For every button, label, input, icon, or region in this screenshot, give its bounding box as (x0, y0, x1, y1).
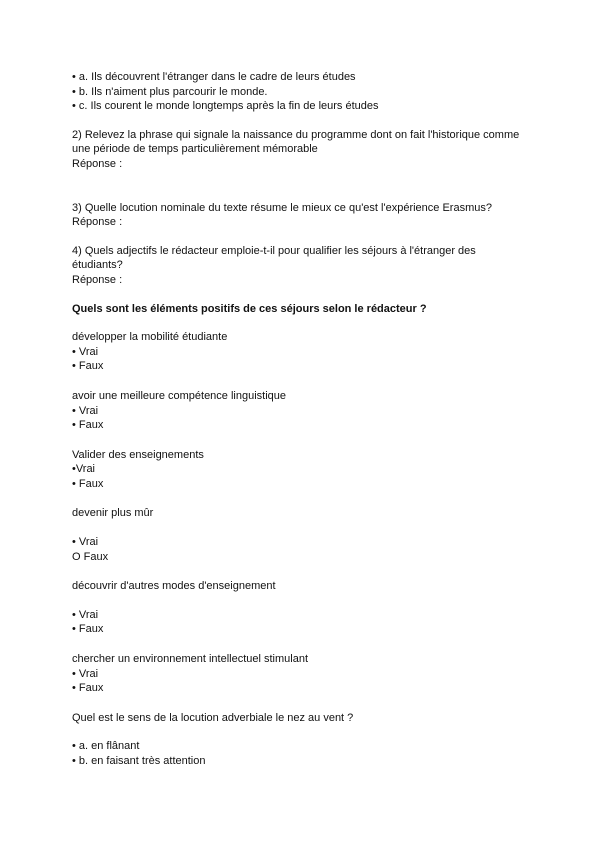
q5-option-b: • b. en faisant très attention (72, 755, 206, 767)
q1-option-c: • c. Ils courent le monde longtemps après la fin de leurs études (72, 100, 379, 113)
item-option-false: O Faux (72, 550, 109, 563)
q1-option-a: • a. Ils découvrent l'étranger dans le cadre de leurs études (72, 71, 356, 83)
item-statement: avoir une meilleure compétence linguistique (72, 389, 287, 402)
q4-text-line-2: étudiants? (72, 259, 123, 272)
question-3 (72, 201, 532, 230)
q3-answer-label: Réponse : (72, 216, 123, 229)
question-2 (72, 128, 532, 172)
true-false-item (72, 652, 532, 696)
item-option-false: • Faux (72, 477, 104, 490)
q3-text: 3) Quelle locution nominale du texte résume le mieux ce qu'est l'expérience Erasmus? (72, 201, 492, 214)
item-statement: devenir plus mûr (72, 507, 154, 520)
true-false-item (72, 506, 532, 564)
item-option-true: • Vrai (72, 536, 99, 549)
item-option-true: • Vrai (72, 404, 99, 417)
q4-answer-label: Réponse : (72, 273, 123, 286)
q2-answer-label: Réponse : (72, 157, 123, 170)
item-option-false: • Faux (72, 682, 104, 695)
section-heading: Quels sont les éléments positifs de ces séjours selon le rédacteur ? (72, 302, 427, 315)
true-false-item (72, 579, 532, 637)
item-option-true: •Vrai (72, 463, 96, 476)
true-false-item (72, 448, 532, 492)
q1-options (72, 70, 532, 114)
q1-option-b: • b. Ils n'aiment plus parcourir le monde. (72, 85, 268, 98)
item-statement: Valider des enseignements (72, 448, 204, 461)
item-statement: développer la mobilité étudiante (72, 331, 228, 344)
true-false-item (72, 330, 532, 374)
true-false-item (72, 389, 532, 433)
q2-text-line-2: une période de temps particulièrement mémorable (72, 143, 318, 156)
item-statement: découvrir d'autres modes d'enseignement (72, 580, 276, 593)
item-statement: chercher un environnement intellectuel stimulant (72, 653, 309, 666)
item-option-false: • Faux (72, 623, 104, 636)
item-option-false: • Faux (72, 419, 104, 432)
q2-text-line-1: 2) Relevez la phrase qui signale la naissance du programme dont on fait l'historique comme (72, 128, 520, 141)
question-5 (72, 711, 532, 769)
item-option-true: • Vrai (72, 345, 99, 358)
q5-option-a: • a. en flânant (72, 740, 140, 753)
item-option-false: • Faux (72, 360, 104, 373)
item-option-true: • Vrai (72, 608, 99, 621)
document-page (72, 70, 532, 769)
item-option-true: • Vrai (72, 667, 99, 680)
q4-text-line-1: 4) Quels adjectifs le rédacteur emploie-t-il pour qualifier les séjours à l'étranger des (72, 244, 476, 257)
question-4 (72, 244, 532, 288)
q5-text: Quel est le sens de la locution adverbiale le nez au vent ? (72, 711, 354, 724)
